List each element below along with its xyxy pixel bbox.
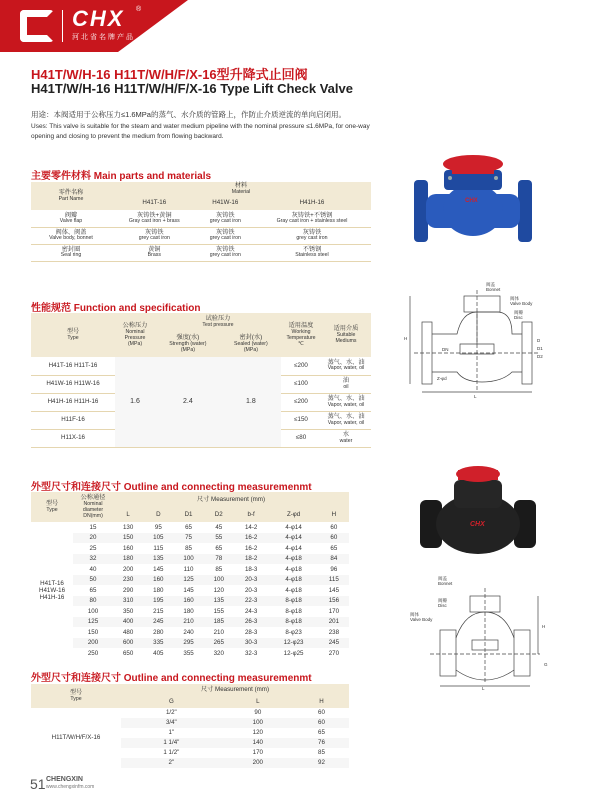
svg-text:阀瓣: 阀瓣 bbox=[514, 310, 523, 315]
outline2-type-cell: H11T/W/H/F/X-16 bbox=[31, 708, 121, 768]
table-row: H11F-16 ≤150 蒸气、水、油 Vapor, water, oil bbox=[31, 411, 371, 429]
table-row: 200 600 335 295 265 30-3 12-φ23 245 bbox=[31, 638, 349, 649]
table-row: 3/4" 100 60 bbox=[31, 718, 349, 728]
outline2-table: 型号 Type 尺寸 Measurement (mm) G L H H11T/W/H/F/X-16 1/2" 90 60 3/4" 100 60 1" 120 65 1 1/4" 140 76 1 1/2" 170 85 2" 200 92 bbox=[31, 684, 349, 768]
table-row: 25 160 115 85 65 16-2 4-φ14 65 bbox=[89, 544, 338, 552]
title-cn: H41T/W/H-16 H11T/W/H/F/X-16型升降式止回阀 bbox=[31, 67, 308, 82]
function-strength-value: 2.4 bbox=[155, 357, 221, 447]
svg-text:Valve Body: Valve Body bbox=[510, 301, 533, 306]
table-row: 250 650 405 355 320 32-3 12-φ25 270 bbox=[87, 649, 340, 657]
table-row: 80 310 195 160 135 22-3 8-φ18 156 bbox=[31, 596, 349, 607]
page-number: 51 bbox=[30, 776, 46, 792]
function-pn-value: 1.6 bbox=[115, 357, 155, 447]
function-col-sealed: 密封(水) Sealed (water) (MPa) bbox=[234, 334, 268, 353]
outline1-type-cell: H41T-16 H41W-16 H41H-16 bbox=[31, 522, 73, 659]
svg-text:阀盖: 阀盖 bbox=[486, 282, 495, 287]
registered-mark: ® bbox=[136, 6, 142, 13]
table-row: H41T-16 H41W-16 H41H-16 15 130 95 65 45 14-2 4-φ14 60 bbox=[31, 522, 349, 533]
outline1-col-dn: 公称通径 Nominal diameter DN(mm) bbox=[80, 494, 106, 519]
table-row: 100 350 215 180 155 24-3 8-φ18 170 bbox=[87, 607, 340, 615]
function-col-temp: 适用温度 Working Temperature ℃ bbox=[286, 322, 316, 347]
threaded-valve-photo bbox=[414, 460, 542, 560]
outline2-col-measurement: 尺寸 Measurement (mm) bbox=[200, 686, 270, 694]
materials-table bbox=[31, 182, 371, 262]
flanged-valve-drawing bbox=[402, 282, 560, 400]
uses-en: Uses: This valve is suitable for the steam and water medium pipeline with the nominal pressure ≤1.6MPa, for one-way opening and closing to prevent the medium from flowing backward. bbox=[31, 123, 370, 140]
materials-model: H41H-16 bbox=[299, 199, 325, 207]
outline2-section-title: 外型尺寸和连接尺寸 Outline and connecting measuremenmt bbox=[31, 673, 312, 684]
uses-cn: 用途：本阀适用于公称压力≤1.6MPa的蒸气、水介质的管路上，作防止介质逆流的单向启闭用。 bbox=[31, 110, 346, 119]
svg-text:L: L bbox=[482, 686, 485, 690]
table-row: 50 230 160 125 100 20-3 4-φ18 115 bbox=[31, 575, 349, 586]
flanged-valve-photo bbox=[408, 152, 538, 248]
table-row: 125 400 245 210 185 26-3 8-φ18 201 bbox=[31, 617, 349, 628]
table-row: 32 180 135 100 78 18-2 4-φ18 84 bbox=[31, 554, 349, 565]
svg-text:Disc: Disc bbox=[514, 315, 523, 320]
function-col-medium: 适用介质 Suitable Mediums bbox=[333, 325, 359, 344]
logo-divider bbox=[62, 10, 63, 42]
svg-text:Bonnet: Bonnet bbox=[486, 287, 501, 292]
outline1-section-title: 外型尺寸和连接尺寸 Outline and connecting measuremenmt bbox=[31, 482, 312, 493]
svg-text:阀瓣: 阀瓣 bbox=[438, 598, 447, 603]
table-row: H41H-16 H11H-16 ≤200 蒸气、水、油 Vapor, water, oil bbox=[31, 393, 371, 411]
table-row: 65 290 180 145 120 20-3 4-φ18 145 bbox=[89, 586, 340, 594]
table-row: 密封圈 Seal ring 黄铜 Brass 灰铸铁 grey cast iron 不锈钢 Stainless steel bbox=[31, 244, 371, 261]
materials-section-title: 主要零件材料 Main parts and materials bbox=[31, 171, 212, 182]
table-row: H11X-16 ≤80 水 water bbox=[31, 429, 371, 447]
table-row: 阀体、阀盖 Valve body, bonnet 灰铸铁 grey cast iron 灰铸铁 grey cast iron 灰铸铁 grey cast iron bbox=[31, 227, 371, 244]
svg-text:H: H bbox=[404, 336, 408, 341]
table-row: 1 1/2" 170 85 bbox=[163, 749, 325, 757]
table-row: 40 200 145 110 85 18-3 4-φ18 96 bbox=[89, 565, 338, 573]
table-row: H11T/W/H/F/X-16 1/2" 90 60 bbox=[31, 708, 349, 718]
materials-col-material: 材料 Material bbox=[231, 182, 251, 195]
title-en: H41T/W/H-16 H11T/W/H/F/X-16 Type Lift Check Valve bbox=[31, 81, 353, 96]
svg-text:D2: D2 bbox=[537, 354, 543, 359]
outline1-col-type: 型号 Type bbox=[45, 500, 59, 513]
svg-text:Bonnet: Bonnet bbox=[438, 581, 453, 586]
photo-brand-label: CHX bbox=[465, 198, 478, 204]
function-col-strength: 强度(水) Strength (water) (MPa) bbox=[169, 334, 207, 353]
function-col-type: 型号 Type bbox=[66, 328, 80, 341]
svg-text:H: H bbox=[542, 624, 546, 629]
brand-logo-text: CHX bbox=[72, 6, 125, 31]
svg-text:D1: D1 bbox=[537, 346, 543, 351]
table-row: 2" 200 92 bbox=[31, 758, 349, 768]
footer-url: www.chengxinfm.com bbox=[46, 784, 95, 790]
svg-text:阀体: 阀体 bbox=[510, 296, 519, 301]
brand-subtitle: 河北省名牌产品 bbox=[72, 34, 135, 41]
footer-brand: CHENGXIN bbox=[46, 776, 83, 783]
function-table bbox=[31, 313, 371, 448]
function-section-title: 性能规范 Function and specification bbox=[31, 303, 201, 314]
header-red-slant bbox=[118, 0, 188, 52]
table-row: 150 480 280 240 210 28-3 8-φ23 238 bbox=[87, 628, 340, 636]
table-row: H41W-16 H11W-16 ≤100 油 oil bbox=[31, 375, 371, 393]
materials-model: H41W-16 bbox=[212, 199, 239, 207]
outline1-table: 型号 Type 公称通径 Nominal diameter DN(mm) 尺寸 Measurement (mm) L D D1 D2 b-f Z-φd H H41T-16 H41W-16 H41H-16 15 130 95 65 45 14-2 4-φ14 60 20 150 105 75 55 16-2 4-φ14 60 25 160 115 85 65 16-2 4-φ14 65 32 180 135 100 78 18-2 4-φ18 84 40 200 145 110 85 18-3 4-φ18 96 50 230 160 125 100 20-3 4-φ18 115 65 290 180 145 120 20-3 4-φ18 145 80 310 195 160 135 22-3 8-φ18 156 100 350 215 180 155 24-3 8-φ18 170 125 400 245 210 185 26-3 8-φ18 201 150 480 280 240 210 28-3 8-φ23 238 200 600 335 295 265 30-3 12-φ23 245 250 650 405 355 320 32-3 12-φ25 270 bbox=[31, 492, 349, 659]
table-row: H41T-16 H11T-16 1.6 2.4 1.8 ≤200 蒸气、水、油 Vapor, water, oil bbox=[31, 357, 371, 375]
header-band bbox=[0, 0, 608, 52]
table-row: 1" 120 65 bbox=[168, 729, 325, 737]
materials-model: H41T-16 bbox=[142, 199, 167, 207]
photo2-brand-label: CHX bbox=[470, 521, 485, 528]
svg-text:Disc: Disc bbox=[438, 603, 447, 608]
svg-text:Valve Body: Valve Body bbox=[410, 617, 433, 622]
materials-col-part: 零件名称 Part Name bbox=[58, 189, 84, 202]
logo-c-icon bbox=[20, 10, 54, 42]
outline1-col-measurement: 尺寸 Measurement (mm) bbox=[196, 495, 266, 503]
svg-text:D: D bbox=[537, 338, 541, 343]
function-col-test: 试验压力 Test pressure bbox=[202, 315, 234, 328]
table-row: 20 150 105 75 55 16-2 4-φ14 60 bbox=[31, 533, 349, 544]
svg-text:G: G bbox=[544, 662, 548, 667]
outline2-col-type: 型号 Type bbox=[69, 689, 83, 702]
svg-text:阀盖: 阀盖 bbox=[438, 576, 447, 581]
threaded-valve-drawing bbox=[410, 572, 560, 690]
svg-text:Z-φd: Z-φd bbox=[437, 376, 447, 381]
function-sealed-value: 1.8 bbox=[221, 357, 281, 447]
table-row: 1 1/4" 140 76 bbox=[31, 738, 349, 748]
svg-text:L: L bbox=[474, 394, 477, 399]
function-col-pn: 公称压力 Nominal Pressure (MPa) bbox=[122, 322, 148, 347]
table-row: 阀瓣 Valve flap 灰铸铁+黄铜 Gray cast iron + brass 灰铸铁 grey cast iron 灰铸铁+不锈钢 Gray cast iron + stainless steel bbox=[31, 210, 371, 227]
svg-text:DN: DN bbox=[442, 347, 449, 352]
svg-text:阀体: 阀体 bbox=[410, 612, 419, 617]
